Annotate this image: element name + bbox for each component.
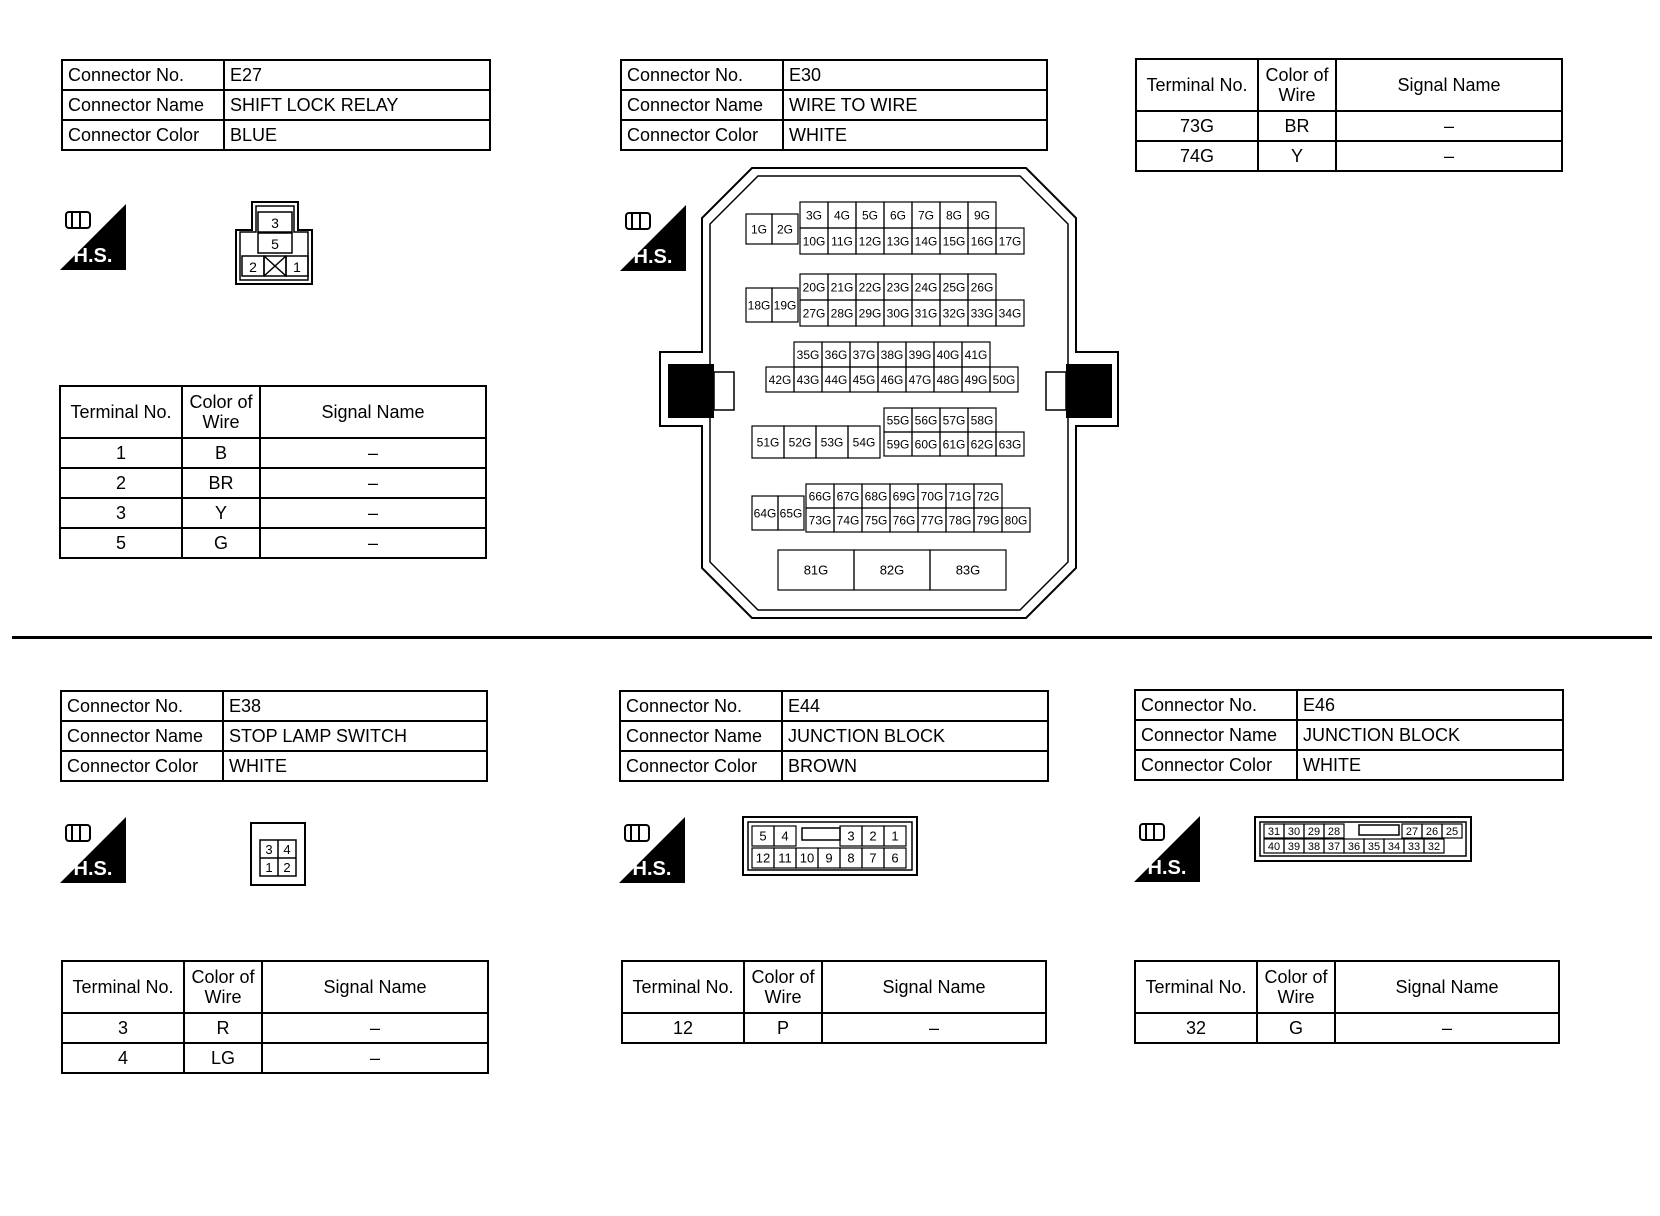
pin-label: 64G [753,506,777,521]
pin-label: 15G [942,234,966,249]
pin-label: 28 [1327,825,1341,838]
signal-name: – [260,498,486,528]
pin-label: 69G [892,489,916,504]
pin-label: 7G [917,208,935,223]
terminal-no-header: Terminal No. [622,961,744,1013]
info-row [62,120,490,150]
pin-label: 40 [1267,840,1281,853]
info-row [1135,690,1563,720]
info-row [1135,750,1563,780]
pin-label: 3G [805,208,823,223]
pin-label: 52G [788,435,812,450]
pin-label: 8G [945,208,963,223]
wire-color: LG [184,1043,262,1073]
pin-label: 32 [1427,840,1441,853]
pin-label: 76G [892,513,916,528]
pin-label: 73G [808,513,832,528]
pin-label: 59G [886,437,910,452]
terminal-row [1136,141,1562,171]
terminal-no-header: Terminal No. [62,961,184,1013]
pin-label: 1 [891,828,899,844]
signal-name: – [260,438,486,468]
info-value: BROWN [782,751,1048,781]
pin-label: 27 [1405,825,1419,838]
pin-label: 30 [1287,825,1301,838]
signal-name: – [262,1043,488,1073]
pin-label: 17G [998,234,1022,249]
pin-label: 2 [283,860,291,875]
pin-label: 5 [271,236,279,252]
pin-label: 5G [861,208,879,223]
info-value: JUNCTION BLOCK [782,721,1048,751]
wire-color: B [182,438,260,468]
info-label: Connector Name [61,721,223,751]
pin-label: 37G [852,347,876,362]
signal-name-header: Signal Name [1336,59,1562,111]
info-row [61,751,487,781]
wire-color-header: Color of Wire [1258,59,1336,111]
pin-label: 5 [759,828,767,844]
pin-label: 29G [858,306,882,321]
terminal-no: 12 [622,1013,744,1043]
pin-label: 42G [768,372,792,387]
pin-label: 9 [825,850,833,866]
pin-label: 53G [820,435,844,450]
pin-label: 1 [265,860,273,875]
pin-label: 57G [942,413,966,428]
pin-label: 61G [942,437,966,452]
pin-label: 82G [879,562,905,578]
signal-name: – [1335,1013,1559,1043]
pin-label: 28G [830,306,854,321]
pin-label: 81G [803,562,829,578]
pin-label: 35 [1367,840,1381,853]
pin-label: 48G [936,372,960,387]
pin-label: 68G [864,489,888,504]
pin-label: 11G [831,234,853,249]
info-row [621,60,1047,90]
info-value: BLUE [224,120,490,150]
pin-label: 80G [1004,513,1028,528]
pin-label: 2 [249,259,257,275]
terminal-row [60,438,486,468]
pin-label: 74G [836,513,860,528]
pin-label: 31G [914,306,938,321]
info-row [61,691,487,721]
pin-label: 18G [747,298,771,313]
wire-color: Y [1258,141,1336,171]
pin-label: 43G [796,372,820,387]
info-value: SHIFT LOCK RELAY [224,90,490,120]
terminal-row [62,1013,488,1043]
section-divider [12,636,1652,639]
pin-label: 36G [824,347,848,362]
pin-label: 63G [998,437,1022,452]
pin-label: 79G [976,513,1000,528]
info-label: Connector Color [1135,750,1297,780]
wire-color: BR [1258,111,1336,141]
signal-name: – [1336,111,1562,141]
pin-label: 38G [880,347,904,362]
pin-label: 38 [1307,840,1321,853]
wire-color-header: Color of Wire [182,386,260,438]
e27-terminal-table [59,385,487,559]
e44-info-table [619,690,1049,782]
wire-color-header: Color of Wire [184,961,262,1013]
terminal-no: 1 [60,438,182,468]
e38-info-table [60,690,488,782]
e46-info-table [1134,689,1564,781]
e30-info-table [620,59,1048,151]
pin-label: 11 [778,850,792,866]
terminal-no: 4 [62,1043,184,1073]
e44-terminal-table [621,960,1047,1044]
pin-label: 3 [847,828,855,844]
signal-name-header: Signal Name [262,961,488,1013]
pin-label: 33 [1407,840,1421,853]
pin-label: 19G [773,298,797,313]
pin-label: 75G [864,513,888,528]
pin-label: 25G [942,280,966,295]
info-label: Connector No. [621,60,783,90]
harness-side-icon [619,817,685,883]
hs-label: H.S. [633,246,673,268]
e27-info-table [61,59,491,151]
info-row [1135,720,1563,750]
pin-label: 33G [970,306,994,321]
pin-label: 71G [948,489,972,504]
e30-connector-face [656,166,1124,622]
wire-color: G [182,528,260,558]
pin-label: 23G [886,280,910,295]
signal-name: – [262,1013,488,1043]
info-value: E44 [782,691,1048,721]
info-row [621,90,1047,120]
info-value: STOP LAMP SWITCH [223,721,487,751]
terminal-row [60,468,486,498]
signal-name: – [260,528,486,558]
info-label: Connector Name [1135,720,1297,750]
info-row [620,691,1048,721]
pin-label: 9G [973,208,991,223]
pin-label: 24G [914,280,938,295]
harness-side-icon [60,817,126,883]
pin-label: 54G [852,435,876,450]
info-value: WHITE [783,120,1047,150]
terminal-header-row [62,961,488,1013]
signal-name-header: Signal Name [1335,961,1559,1013]
info-label: Connector No. [620,691,782,721]
terminal-header-row [1135,961,1559,1013]
pin-label: 8 [847,850,855,866]
e46-terminal-table [1134,960,1560,1044]
pin-label: 56G [914,413,938,428]
e46-connector-face [1254,816,1474,864]
pin-label: 49G [964,372,988,387]
pin-label: 39 [1287,840,1301,853]
pin-label: 78G [948,513,972,528]
info-label: Connector Name [62,90,224,120]
hs-label: H.S. [1147,857,1187,879]
pin-label: 50G [992,372,1016,387]
wire-color-header: Color of Wire [1257,961,1335,1013]
pin-label: 58G [970,413,994,428]
terminal-row [62,1043,488,1073]
wire-color: R [184,1013,262,1043]
pin-label: 10 [799,850,815,866]
harness-side-icon [1134,816,1200,882]
pin-label: 6 [891,850,899,866]
pin-label: 51G [756,435,780,450]
info-label: Connector Color [621,120,783,150]
pin-label: 40G [936,347,960,362]
terminal-header-row [622,961,1046,1013]
signal-name: – [1336,141,1562,171]
pin-label: 66G [808,489,832,504]
terminal-no: 5 [60,528,182,558]
pin-label: 21G [830,280,854,295]
pin-label: 30G [886,306,910,321]
terminal-no: 73G [1136,111,1258,141]
pin-label: 2G [776,222,794,237]
pin-label: 46G [880,372,904,387]
pin-label: 14G [914,234,938,249]
e38-terminal-table [61,960,489,1074]
pin-label: 37 [1327,840,1341,853]
e44-connector-face [742,816,920,878]
pin-label: 4 [781,828,789,844]
pin-label: 10G [802,234,826,249]
pin-label: 34 [1387,840,1401,853]
pin-label: 1 [293,259,301,275]
info-label: Connector No. [1135,690,1297,720]
terminal-no-header: Terminal No. [60,386,182,438]
info-label: Connector Name [620,721,782,751]
pin-label: 26 [1425,825,1439,838]
terminal-no: 74G [1136,141,1258,171]
pin-label: 83G [955,562,981,578]
pin-label: 13G [886,234,910,249]
pin-label: 3 [271,215,279,231]
pin-label: 60G [914,437,938,452]
terminal-no: 3 [60,498,182,528]
pin-label: 1G [750,222,768,237]
terminal-row [60,498,486,528]
signal-name: – [822,1013,1046,1043]
pin-label: 4 [283,842,291,857]
pin-label: 34G [998,306,1022,321]
pin-label: 45G [852,372,876,387]
info-label: Connector Name [621,90,783,120]
pin-label: 47G [908,372,932,387]
pin-label: 26G [970,280,994,295]
pin-label: 77G [920,513,944,528]
pin-label: 65G [779,506,803,521]
terminal-no: 32 [1135,1013,1257,1043]
info-value: WHITE [1297,750,1563,780]
pin-label: 7 [869,850,877,866]
terminal-no: 2 [60,468,182,498]
e30-terminal-table [1135,58,1563,172]
harness-side-icon [60,204,126,270]
info-row [620,721,1048,751]
info-row [620,751,1048,781]
pin-label: 55G [886,413,910,428]
signal-name: – [260,468,486,498]
pin-label: 72G [976,489,1000,504]
pin-label: 31 [1267,825,1281,838]
wire-color: G [1257,1013,1335,1043]
pin-label: 70G [920,489,944,504]
info-value: WHITE [223,751,487,781]
info-value: JUNCTION BLOCK [1297,720,1563,750]
e38-connector-face [250,822,308,886]
pin-label: 4G [833,208,851,223]
pin-label: 35G [796,347,820,362]
pin-label: 44G [824,372,848,387]
pin-label: 36 [1347,840,1361,853]
info-value: WIRE TO WIRE [783,90,1047,120]
pin-label: 39G [908,347,932,362]
terminal-row [1135,1013,1559,1043]
pin-label: 41G [964,347,988,362]
info-label: Connector Color [620,751,782,781]
terminal-row [622,1013,1046,1043]
info-row [62,90,490,120]
info-row [61,721,487,751]
e27-connector-face [232,200,322,288]
wire-color: BR [182,468,260,498]
pin-label: 32G [942,306,966,321]
pin-label: 6G [889,208,907,223]
info-row [62,60,490,90]
info-value: E27 [224,60,490,90]
terminal-no-header: Terminal No. [1136,59,1258,111]
info-value: E38 [223,691,487,721]
wire-color-header: Color of Wire [744,961,822,1013]
info-value: E46 [1297,690,1563,720]
signal-name-header: Signal Name [822,961,1046,1013]
pin-label: 12G [858,234,882,249]
info-label: Connector Color [61,751,223,781]
pin-label: 29 [1307,825,1321,838]
hs-label: H.S. [73,858,113,880]
terminal-row [1136,111,1562,141]
pin-label: 27G [802,306,826,321]
pin-label: 25 [1445,825,1459,838]
hs-label: H.S. [632,858,672,880]
pin-label: 3 [265,842,273,857]
signal-name-header: Signal Name [260,386,486,438]
info-label: Connector Color [62,120,224,150]
terminal-header-row [60,386,486,438]
pin-label: 2 [869,828,877,844]
terminal-no-header: Terminal No. [1135,961,1257,1013]
pin-label: 20G [802,280,826,295]
terminal-header-row [1136,59,1562,111]
info-row [621,120,1047,150]
hs-label: H.S. [73,245,113,267]
terminal-no: 3 [62,1013,184,1043]
pin-label: 22G [858,280,882,295]
info-label: Connector No. [62,60,224,90]
pin-label: 16G [970,234,994,249]
pin-label: 62G [970,437,994,452]
info-value: E30 [783,60,1047,90]
wire-color: P [744,1013,822,1043]
terminal-row [60,528,486,558]
pin-label: 12 [755,850,771,866]
wire-color: Y [182,498,260,528]
pin-label: 67G [836,489,860,504]
info-label: Connector No. [61,691,223,721]
